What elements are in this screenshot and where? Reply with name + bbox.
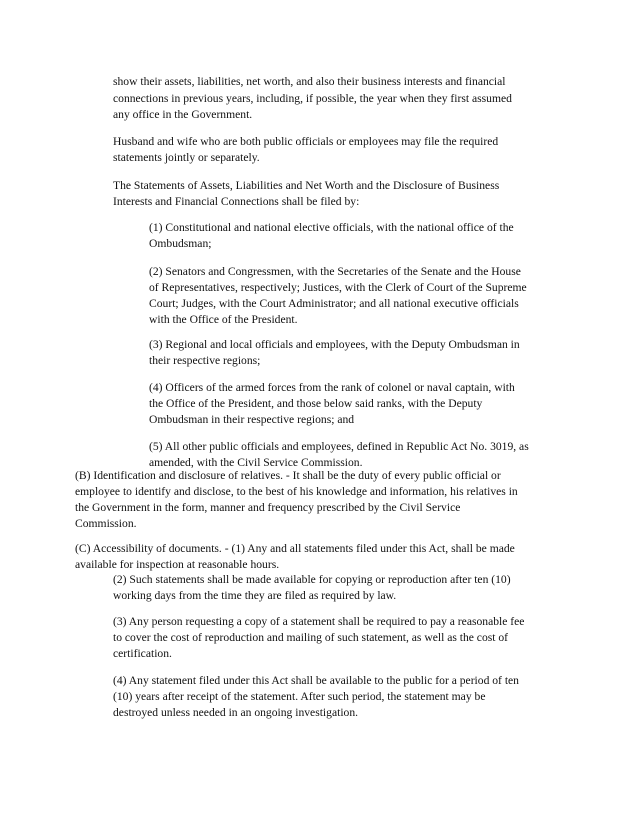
text-line: statements jointly or separately. <box>113 151 260 164</box>
text-line: show their assets, liabilities, net worth, and also their business interests and financial <box>113 75 506 88</box>
text-line: their respective regions; <box>149 354 261 367</box>
text-line: the Office of the President, and those below said ranks, with the Deputy <box>149 397 483 410</box>
text-line: amended, with the Civil Service Commission. <box>149 456 363 469</box>
text-line: connections in previous years, including, if possible, the year when they first assumed <box>113 92 512 105</box>
text-line: with the Office of the President. <box>149 313 298 326</box>
text-line: of Representatives, respectively; Justices, with the Clerk of Court of the Supreme <box>149 281 527 294</box>
text-line: any office in the Government. <box>113 108 253 121</box>
text-line: (B) Identification and disclosure of relatives. - It shall be the duty of every public official or <box>75 469 501 482</box>
text-line: to cover the cost of reproduction and mailing of such statement, as well as the cost of <box>113 631 509 644</box>
text-line: (10) years after receipt of the statement. After such period, the statement may be <box>113 690 486 703</box>
text-line: Court; Judges, with the Court Administrator; and all national executive officials <box>149 297 519 310</box>
text-line: (2) Such statements shall be made available for copying or reproduction after ten (10) <box>113 573 511 586</box>
text-line: Interests and Financial Connections shall be filed by: <box>113 195 360 208</box>
text-line: (3) Regional and local officials and employees, with the Deputy Ombudsman in <box>149 338 520 351</box>
text-line: certification. <box>113 647 172 660</box>
text-line: employee to identify and disclose, to the best of his knowledge and information, his relatives in <box>75 485 518 498</box>
text-line: Ombudsman in their respective regions; and <box>149 413 355 426</box>
text-line: (4) Any statement filed under this Act shall be available to the public for a period of ten <box>113 674 519 687</box>
text-line: (4) Officers of the armed forces from the rank of colonel or naval captain, with <box>149 381 515 394</box>
text-line: available for inspection at reasonable hours. <box>75 558 280 571</box>
text-line: Ombudsman; <box>149 237 212 250</box>
text-line: (2) Senators and Congressmen, with the Secretaries of the Senate and the House <box>149 265 521 278</box>
text-line: (3) Any person requesting a copy of a statement shall be required to pay a reasonable fee <box>113 615 525 628</box>
text-line: the Government in the form, manner and frequency prescribed by the Civil Service <box>75 501 461 514</box>
text-line: working days from the time they are filed as required by law. <box>113 589 397 602</box>
text-line: Husband and wife who are both public officials or employees may file the required <box>113 135 499 148</box>
text-line: The Statements of Assets, Liabilities and Net Worth and the Disclosure of Business <box>113 179 500 192</box>
text-line: Commission. <box>75 517 137 530</box>
text-line: (C) Accessibility of documents. - (1) Any and all statements filed under this Act, shall be made <box>75 542 515 555</box>
text-line: (5) All other public officials and employees, defined in Republic Act No. 3019, as <box>149 440 529 453</box>
text-line: destroyed unless needed in an ongoing investigation. <box>113 706 359 719</box>
text-line: (1) Constitutional and national elective officials, with the national office of the <box>149 221 514 234</box>
